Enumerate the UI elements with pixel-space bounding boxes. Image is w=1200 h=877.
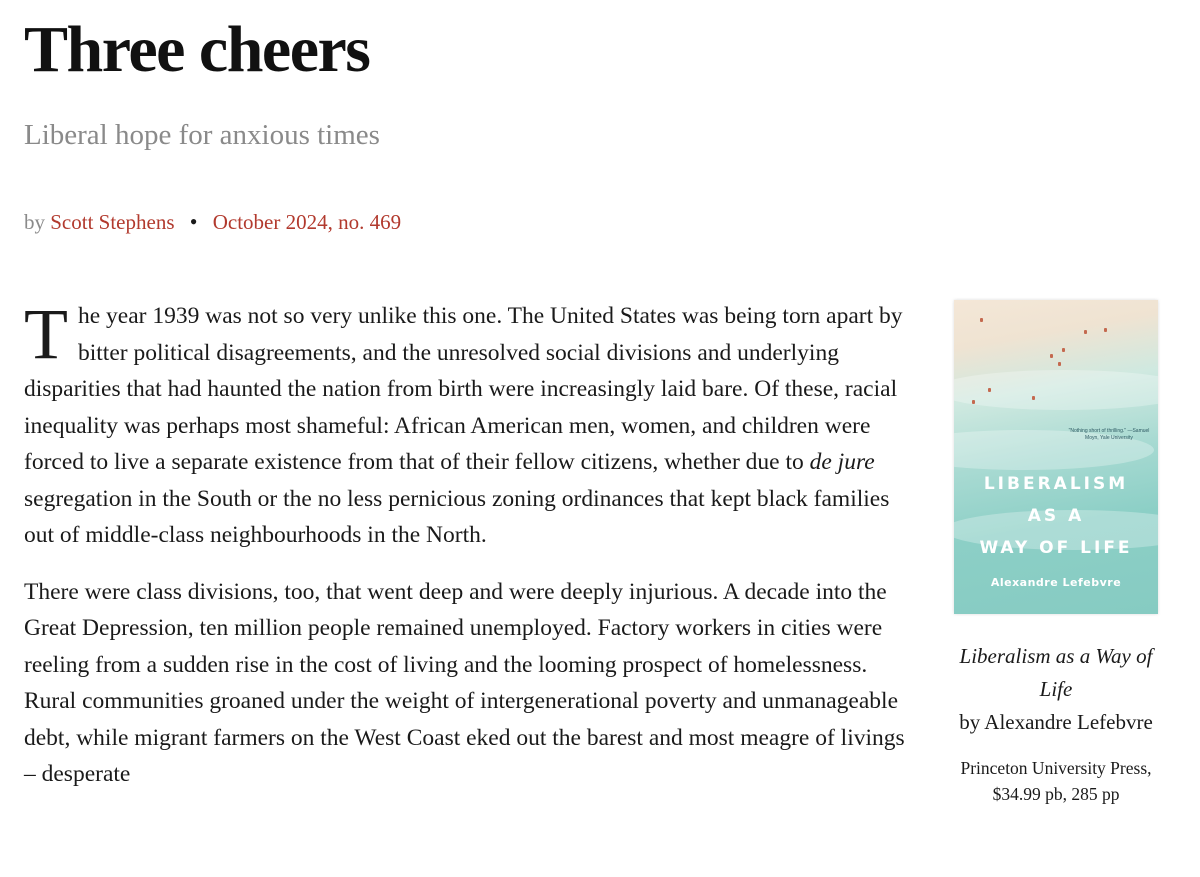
author-link[interactable]: Scott Stephens [50, 210, 175, 234]
book-sidebar [950, 300, 1162, 807]
cover-swimmer [1062, 348, 1065, 352]
cover-author: Alexandre Lefebvre [990, 576, 1122, 589]
issue-link[interactable]: October 2024, no. 469 [212, 210, 402, 234]
cover-swimmer [988, 388, 991, 392]
cover-swimmer [1032, 396, 1035, 400]
separator-dot-icon: • [189, 209, 198, 234]
article-body [24, 294, 914, 813]
paragraph-1-italic: de jure [809, 449, 875, 475]
paragraph-1-start: he year 1939 was not so very unlike this one. The United States was being torn apart by bitter political disagreements, and the unresolved social divisions and underlying disparities that had haunted the nation from birth were increasingly laid bare. Of these, racial inequality was perhaps most shameful: African American men, women, and children were forced to live a separate existence from that of their fellow citizens, whether due to [24, 303, 903, 475]
cover-title-line: WAY OF LIFE [979, 538, 1133, 558]
drop-cap: T [24, 294, 68, 374]
cover-swimmer [1050, 354, 1053, 358]
cover-swimmer [1058, 362, 1061, 366]
cover-title-line: LIBERALISM [983, 474, 1129, 494]
cover-quote: "Nothing short of thrilling." —Samuel Moyn, Yale University [1068, 428, 1150, 441]
cover-title-line: AS A [1027, 506, 1085, 526]
paragraph-2: There were class divisions, too, that went deep and were deeply injurious. A decade into the Great Depression, ten million people remained unemployed. Factory workers in cities were reeling from a sudden rise in the cost of living and the looming prospect of homelessness. Rural communities groaned under the weight of intergenerational poverty and unmanageable debt, while migrant farmers on the West Coast eked out the barest and most meagre of livings – desperate [24, 578, 905, 787]
cover-title [954, 468, 1158, 564]
article-subtitle: Liberal hope for anxious times [24, 119, 380, 151]
byline [24, 208, 401, 237]
cover-swimmer [1104, 328, 1107, 332]
book-author: by Alexandre Lefebvre [959, 710, 1153, 734]
cover-swimmer [1084, 330, 1087, 334]
byline-prefix: by [24, 210, 45, 234]
cover-wave [954, 370, 1158, 410]
book-publisher: Princeton University Press, $34.99 pb, 285 pp [960, 758, 1152, 804]
cover-swimmer [980, 318, 983, 322]
book-cover-image[interactable] [954, 300, 1158, 614]
book-title: Liberalism as a Way of Life [959, 644, 1153, 701]
paragraph-1 [24, 294, 914, 554]
article-title: Three cheers [24, 13, 370, 86]
cover-swimmer [972, 400, 975, 404]
paragraph-1-end: segregation in the South or the no less pernicious zoning ordinances that kept black families out of middle-class neighbourhoods in the North. [24, 485, 890, 548]
